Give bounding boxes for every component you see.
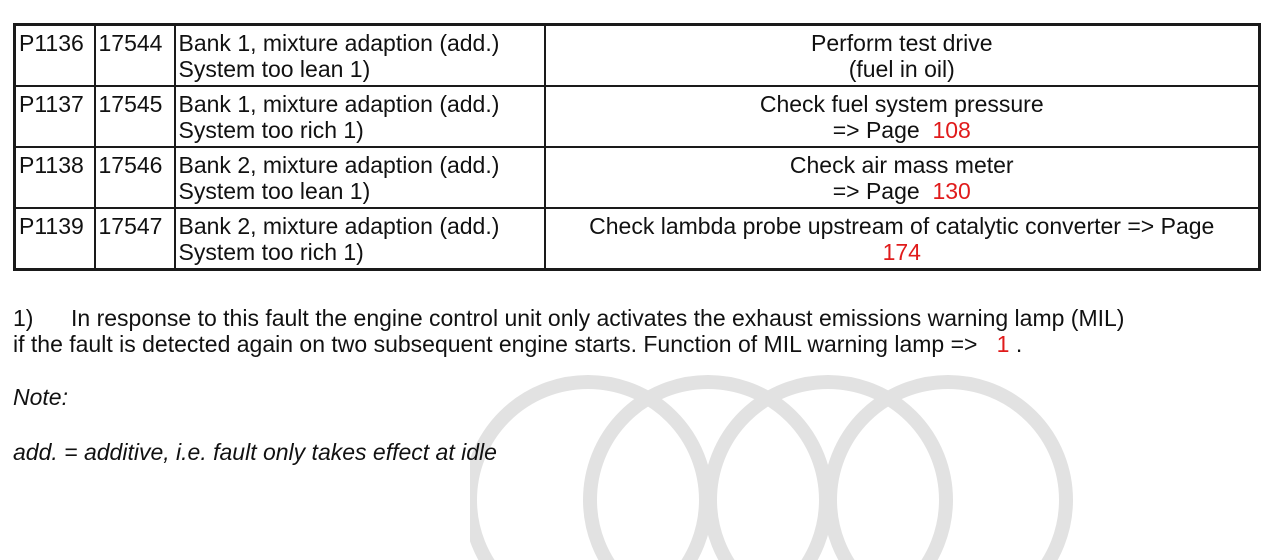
fault-description-cell: [175, 147, 545, 208]
page-prefix: => Page: [832, 117, 920, 143]
four-rings-logo-watermark: [470, 360, 1090, 560]
footnote-end: .: [1015, 331, 1023, 357]
page-link[interactable]: 174: [882, 239, 921, 265]
description-line-1: Bank 2, mixture adaption (add.): [178, 152, 500, 178]
fault-number-cell: 17544: [95, 25, 175, 87]
description-line-2: System too rich 1): [178, 239, 364, 265]
remedy-page-ref: [549, 117, 1256, 143]
fault-code-cell: P1138: [15, 147, 95, 208]
fault-number-cell: 17547: [95, 208, 175, 270]
footnote-page-link[interactable]: 1: [996, 331, 1010, 357]
fault-description-cell: [175, 208, 545, 270]
footnote-text-1: In response to this fault the engine control unit only activates the exhaust emissions warning lamp (MIL): [71, 305, 1125, 331]
description-line-1: Bank 1, mixture adaption (add.): [178, 91, 500, 117]
remedy-line-1: Check air mass meter: [789, 152, 1014, 178]
fault-code-cell: P1136: [15, 25, 95, 87]
fault-code-cell: P1137: [15, 86, 95, 147]
footnote-line-1: [13, 305, 1263, 331]
footnote-marker: 1): [13, 305, 34, 331]
footnote-line-2: [13, 331, 1263, 357]
fault-code-cell: P1139: [15, 208, 95, 270]
remedy-cell: [545, 86, 1260, 147]
page-link[interactable]: 108: [932, 117, 971, 143]
fault-description-cell: [175, 86, 545, 147]
footnote: [13, 305, 1263, 357]
fault-code-table: [13, 23, 1261, 271]
remedy-line-1: Perform test drive: [811, 30, 993, 56]
remedy-page-ref: [549, 239, 1256, 265]
table-row: [15, 208, 1260, 270]
footnote-text-2: if the fault is detected again on two subsequent engine starts. Function of MIL warning lamp =>: [13, 331, 978, 357]
description-line-2: System too rich 1): [178, 117, 364, 143]
description-line-2: System too lean 1): [178, 178, 371, 204]
table-row: [15, 25, 1260, 87]
remedy-line-1: Check fuel system pressure: [759, 91, 1044, 117]
fault-number-cell: 17546: [95, 147, 175, 208]
page-link[interactable]: 130: [932, 178, 971, 204]
remedy-cell: [545, 147, 1260, 208]
remedy-line-1: Check lambda probe upstream of catalytic converter => Page: [589, 213, 1215, 239]
description-line-2: System too lean 1): [178, 56, 371, 82]
table-row: [15, 86, 1260, 147]
note-text: add. = additive, i.e. fault only takes effect at idle: [13, 439, 497, 465]
remedy-cell: [545, 25, 1260, 87]
fault-number-cell: 17545: [95, 86, 175, 147]
note-title: Note:: [13, 384, 68, 410]
table-row: [15, 147, 1260, 208]
description-line-1: Bank 2, mixture adaption (add.): [178, 213, 500, 239]
page-prefix: => Page: [832, 178, 920, 204]
remedy-line-2: (fuel in oil): [848, 56, 955, 82]
remedy-page-ref: [549, 178, 1256, 204]
fault-description-cell: [175, 25, 545, 87]
remedy-cell: [545, 208, 1260, 270]
description-line-1: Bank 1, mixture adaption (add.): [178, 30, 500, 56]
